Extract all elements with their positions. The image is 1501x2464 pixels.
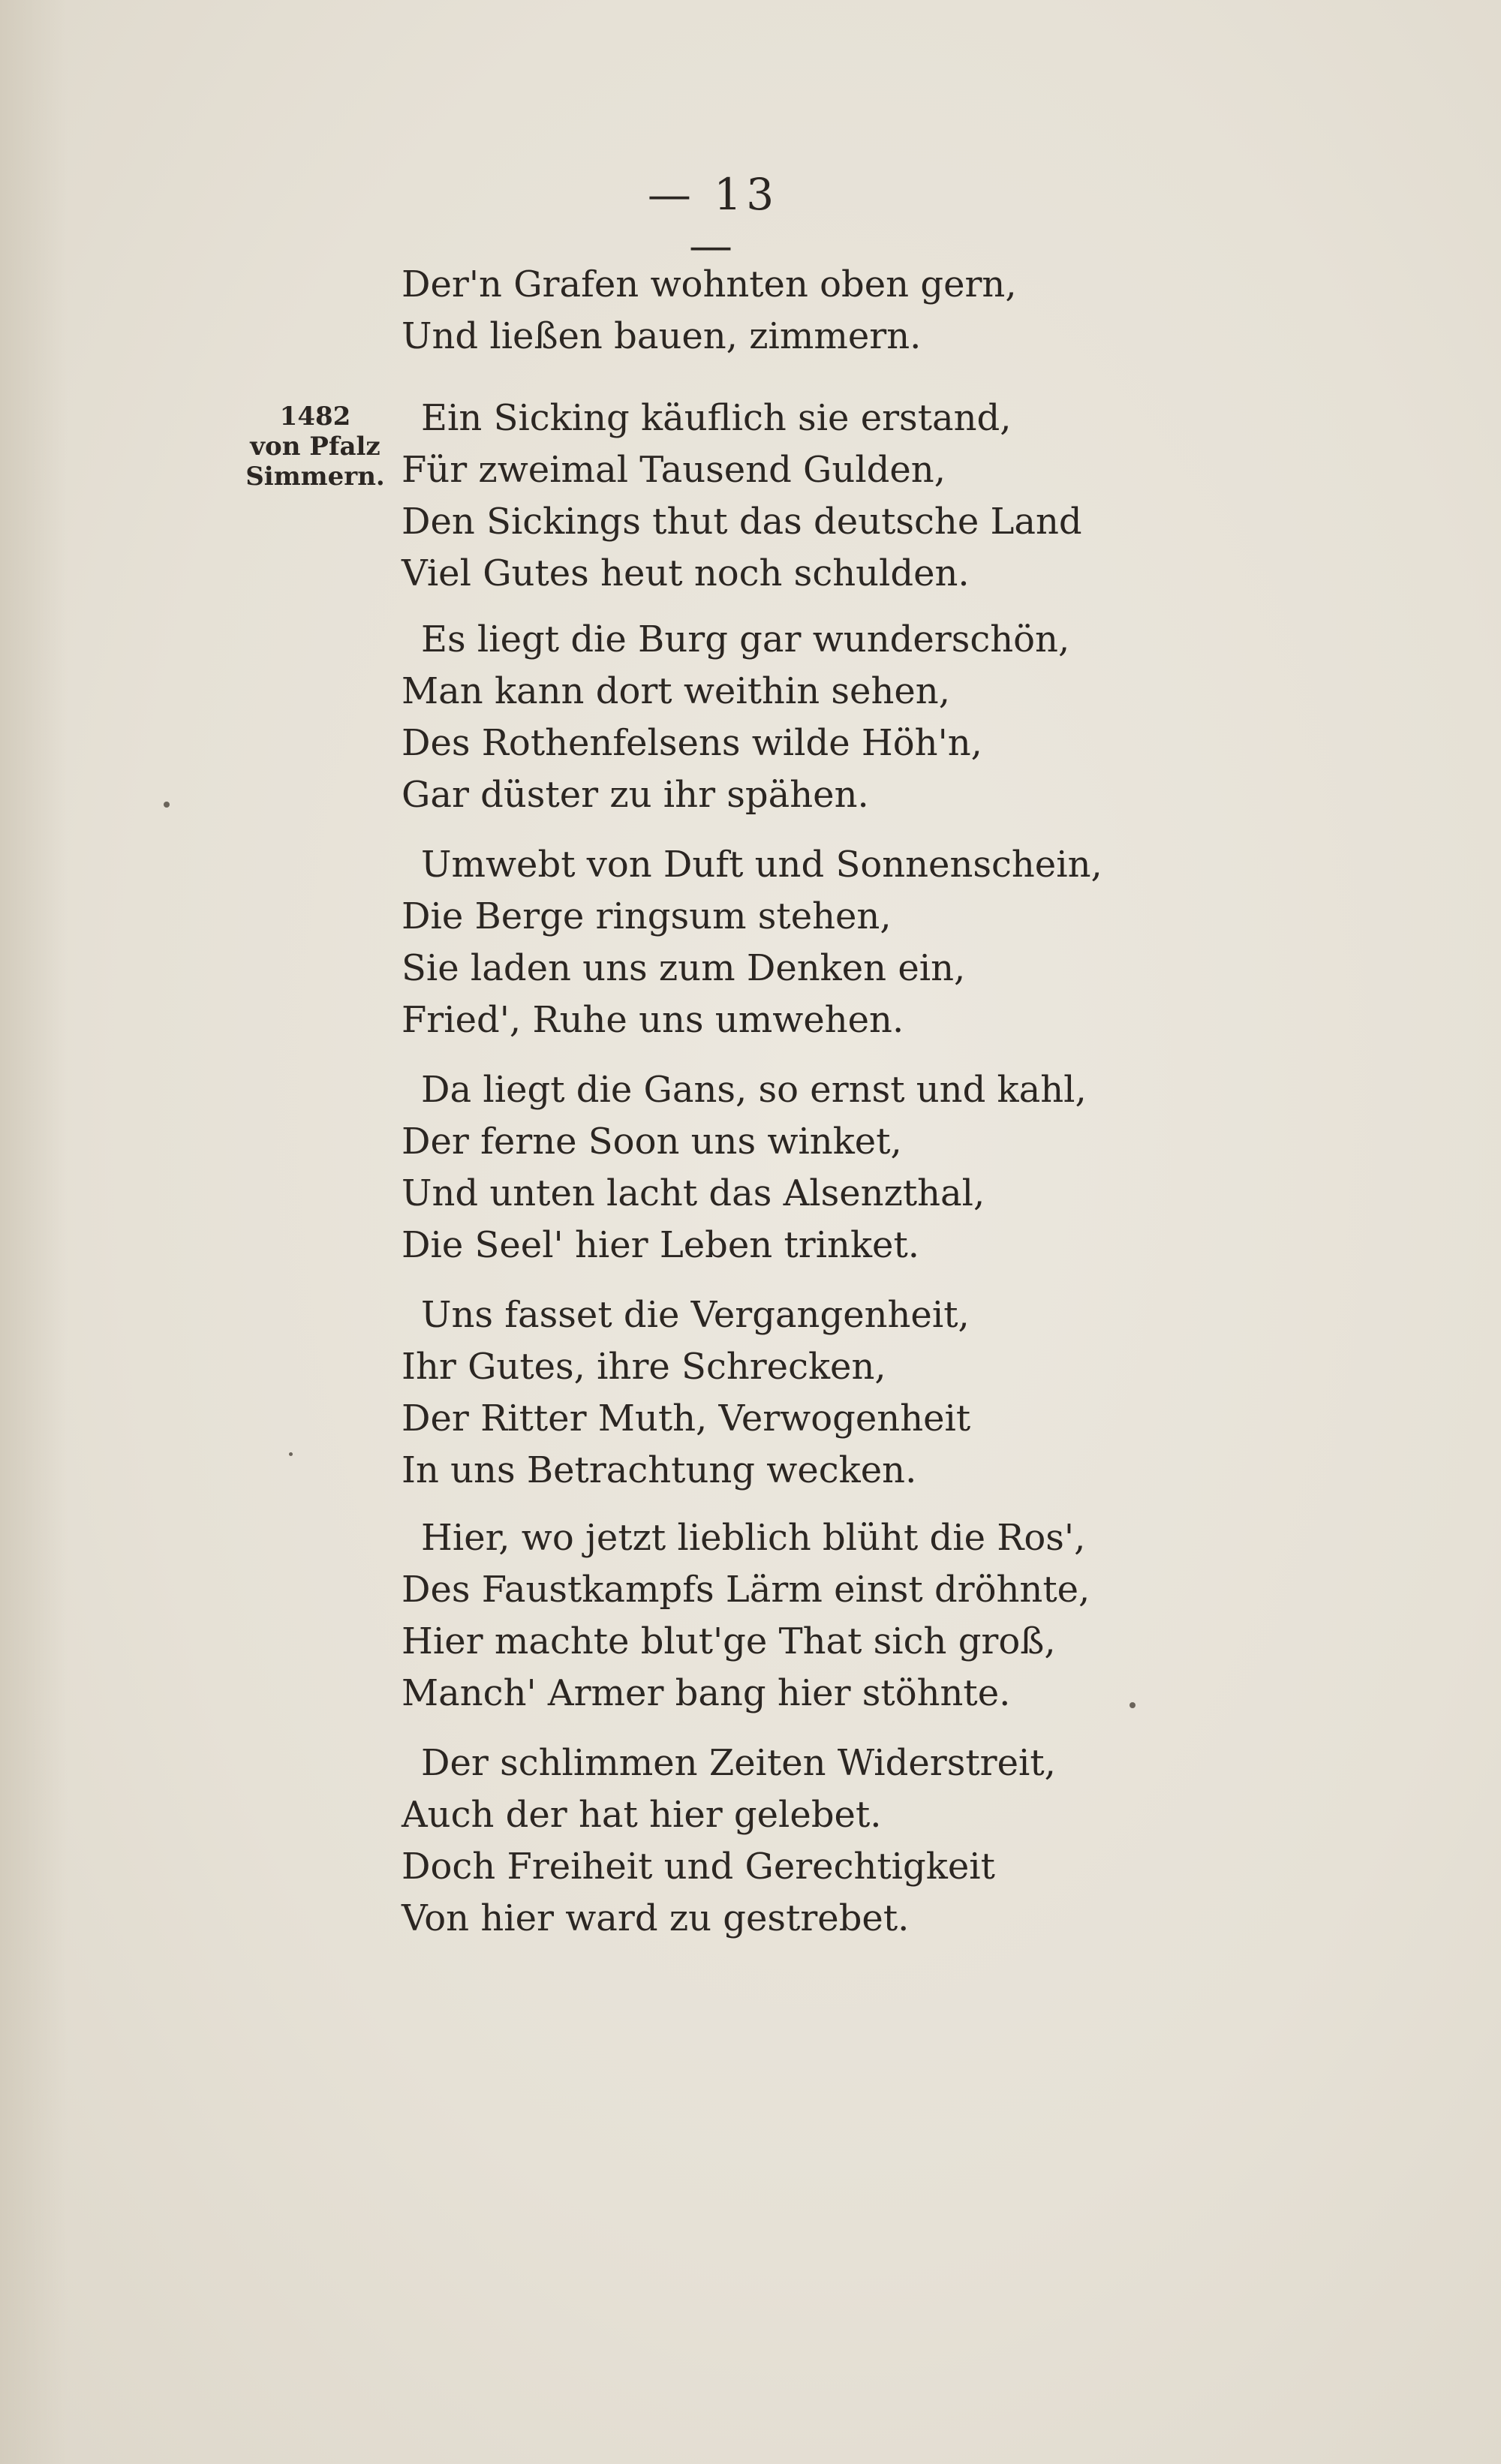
- verse-line: Ein Sicking käuflich sie erstand,: [421, 397, 1012, 439]
- stanza: [402, 614, 1077, 821]
- stanza: [402, 1289, 1077, 1497]
- stanza: [402, 393, 1082, 600]
- verse-line: Des Faustkampfs Lärm einst dröhnte,: [402, 1569, 1090, 1611]
- verse-line: Der schlimmen Zeiten Widerstreit,: [421, 1742, 1056, 1784]
- verse-line: Manch' Armer bang hier stöhnte.: [402, 1672, 1011, 1714]
- verse-line: Umwebt von Duft und Sonnenschein,: [421, 844, 1102, 886]
- verse-line: Und ließen bauen, zimmern.: [402, 315, 922, 357]
- paper-speck: [1130, 1702, 1136, 1708]
- verse-line: Von hier ward zu gestrebet.: [402, 1897, 910, 1939]
- verse-line: Für zweimal Tausend Gulden,: [402, 449, 946, 491]
- paper-speck: [164, 802, 170, 808]
- verse-line: Uns fasset die Vergangenheit,: [421, 1294, 970, 1336]
- margin-note-line: von Pfalz: [250, 432, 381, 462]
- verse-line: Der Ritter Muth, Verwogenheit: [402, 1397, 971, 1440]
- verse-line: Hier, wo jetzt lieblich blüht die Ros',: [421, 1517, 1086, 1559]
- page-number: — 13 —: [647, 169, 779, 271]
- margin-note-line: Simmern.: [245, 462, 385, 492]
- verse-line: Sie laden uns zum Denken ein,: [402, 947, 966, 989]
- verse-line: Den Sickings thut das deutsche Land: [402, 501, 1082, 543]
- stanza: [402, 1512, 1090, 1719]
- verse-line: Die Seel' hier Leben trinket.: [402, 1224, 919, 1266]
- stanza: [402, 1737, 1077, 1945]
- stanza: [402, 1064, 1087, 1271]
- verse-line: Und unten lacht das Alsenzthal,: [402, 1172, 985, 1214]
- paper-speck: [289, 1452, 293, 1456]
- verse-line: Des Rothenfelsens wilde Höh'n,: [402, 722, 982, 764]
- gutter-shadow: [0, 0, 68, 2464]
- verse-line: Viel Gutes heut noch schulden.: [402, 552, 970, 594]
- verse-line: Doch Freiheit und Gerechtigkeit: [402, 1846, 995, 1888]
- margin-note-year: 1482: [279, 402, 351, 432]
- verse-line: Ihr Gutes, ihre Schrecken,: [402, 1346, 886, 1388]
- verse-line: Hier machte blut'ge That sich groß,: [402, 1620, 1056, 1662]
- verse-line: Da liegt die Gans, so ernst und kahl,: [421, 1069, 1087, 1111]
- verse-line: Es liegt die Burg gar wunderschön,: [421, 618, 1070, 660]
- verse-line: Fried', Ruhe uns umwehen.: [402, 999, 904, 1041]
- verse-line: Auch der hat hier gelebet.: [402, 1794, 882, 1836]
- verse-line: Gar düster zu ihr spähen.: [402, 774, 869, 816]
- verse-line: Die Berge ringsum stehen,: [402, 895, 892, 937]
- stanza: [402, 839, 1102, 1046]
- verse-line: In uns Betrachtung wecken.: [402, 1449, 917, 1491]
- verse-line: Der'n Grafen wohnten oben gern,: [402, 263, 1017, 305]
- verse-line: Man kann dort weithin sehen,: [402, 670, 950, 712]
- margin-note: [225, 402, 405, 492]
- verse-line: Der ferne Soon uns winket,: [402, 1121, 902, 1163]
- stanza: [402, 259, 1077, 363]
